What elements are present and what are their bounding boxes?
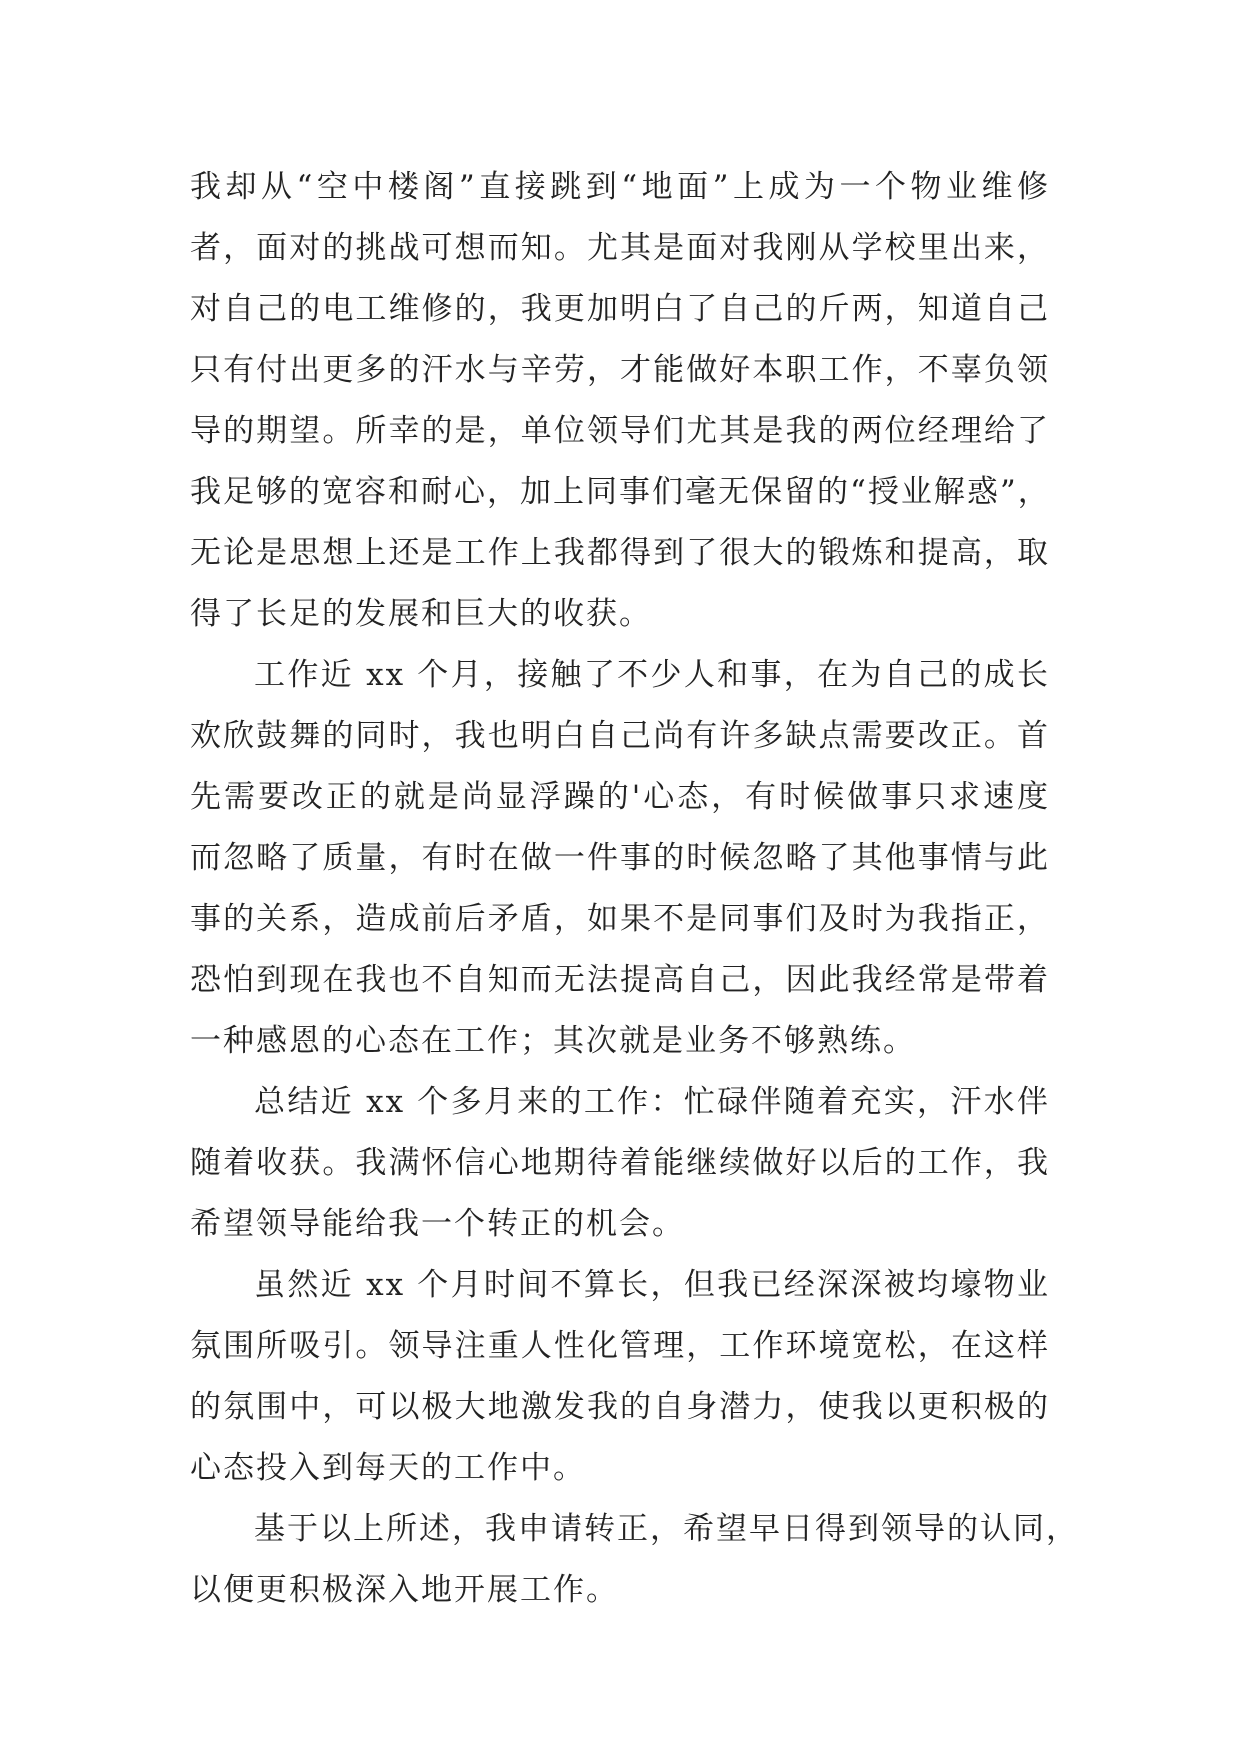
text-line: 工作近 xx 个月，接触了不少人和事，在为自己的成长 — [254, 657, 1050, 693]
text-line: 恐怕到现在我也不自知而无法提高自己，因此我经常是带着 — [190, 962, 1050, 998]
text-line: 得了长足的发展和巨大的收获。 — [190, 596, 652, 632]
document-body — [190, 157, 1079, 1621]
text-line: 先需要改正的就是尚显浮躁的'心态，有时候做事只求速度 — [190, 779, 1050, 815]
text-line: 我却从“空中楼阁”直接跳到“地面”上成为一个物业维修 — [190, 169, 1050, 205]
text-line: 总结近 xx 个多月来的工作：忙碌伴随着充实，汗水伴 — [254, 1084, 1050, 1120]
text-line: 虽然近 xx 个月时间不算长，但我已经深深被均壕物业 — [254, 1267, 1050, 1303]
text-line: 只有付出更多的汗水与辛劳，才能做好本职工作，不辜负领 — [190, 352, 1050, 388]
text-line: 而忽略了质量，有时在做一件事的时候忽略了其他事情与此 — [190, 840, 1050, 876]
text-line: 希望领导能给我一个转正的机会。 — [190, 1206, 685, 1242]
text-line: 导的期望。所幸的是，单位领导们尤其是我的两位经理给了 — [190, 413, 1050, 449]
text-line: 者，面对的挑战可想而知。尤其是面对我刚从学校里出来， — [190, 230, 1050, 266]
text-line: 随着收获。我满怀信心地期待着能继续做好以后的工作，我 — [190, 1145, 1050, 1181]
text-line: 对自己的电工维修的，我更加明白了自己的斤两，知道自己 — [190, 291, 1050, 327]
text-line: 一种感恩的心态在工作；其次就是业务不够熟练。 — [190, 1023, 916, 1059]
text-line: 的氛围中，可以极大地激发我的自身潜力，使我以更积极的 — [190, 1389, 1050, 1425]
text-line: 心态投入到每天的工作中。 — [190, 1450, 586, 1486]
text-line: 以便更积极深入地开展工作。 — [190, 1572, 619, 1608]
text-line: 我足够的宽容和耐心，加上同事们毫无保留的“授业解惑”， — [190, 474, 1051, 510]
text-line: 基于以上所述，我申请转正，希望早日得到领导的认同， — [254, 1511, 1079, 1547]
text-line: 事的关系，造成前后矛盾，如果不是同事们及时为我指正， — [190, 901, 1050, 937]
text-line: 无论是思想上还是工作上我都得到了很大的锻炼和提高，取 — [190, 535, 1050, 571]
text-line: 氛围所吸引。领导注重人性化管理，工作环境宽松，在这样 — [190, 1328, 1050, 1364]
text-line: 欢欣鼓舞的同时，我也明白自己尚有许多缺点需要改正。首 — [190, 718, 1050, 754]
